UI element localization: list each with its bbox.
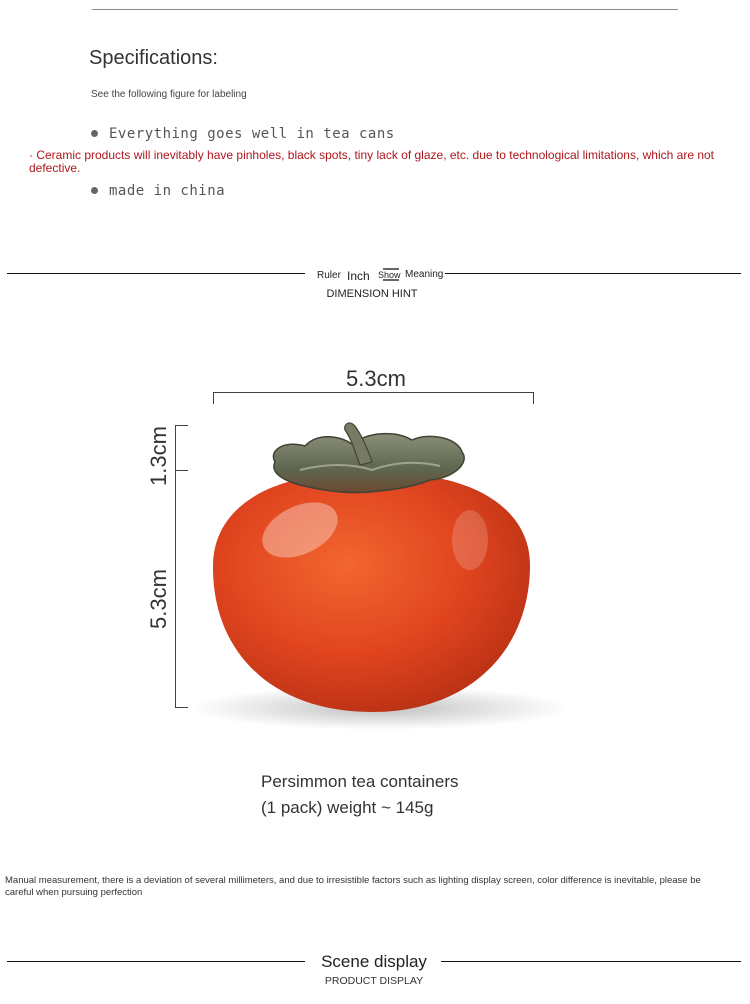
persimmon-body — [213, 474, 530, 712]
scene-display-title: Scene display — [321, 952, 427, 971]
bullet-dot-icon — [91, 187, 98, 194]
lid-height-dimension: 1.3cm — [146, 426, 171, 486]
dimension-divider-right — [445, 273, 741, 274]
product-name: Persimmon tea containers — [261, 772, 459, 791]
measurement-note: Manual measurement, there is a deviation of several millimeters, and due to irresistible factors such as lighting display screen, color difference is inevitable, please be careful when pursuing perfection — [5, 875, 701, 898]
spec-bullet-1 — [91, 126, 395, 142]
scene-display-subtitle: PRODUCT DISPLAY — [324, 975, 424, 987]
meaning-label: Meaning — [405, 269, 444, 280]
body-height-dimension: 5.3cm — [146, 569, 171, 629]
product-pack-weight: (1 pack) weight ~ 145g — [261, 798, 434, 817]
spec-bullet-1-text: Everything goes well in tea cans — [109, 126, 395, 142]
spec-bullet-2 — [91, 183, 225, 199]
lid-height-bracket — [175, 425, 188, 471]
ruler-label: Ruler — [317, 270, 341, 281]
width-bracket — [213, 392, 534, 404]
dimension-divider-left — [7, 273, 305, 274]
specifications-subtitle: See the following figure for labeling — [91, 89, 247, 100]
body-height-bracket — [175, 469, 188, 708]
inch-label: Inch — [347, 269, 370, 283]
ceramic-warning: · Ceramic products will inevitably have pinholes, black spots, tiny lack of glaze, etc. due to technological limitations, which are not defective. — [29, 148, 715, 175]
spec-bullet-2-text: made in china — [109, 183, 226, 199]
width-dimension: 5.3cm — [346, 366, 406, 391]
top-divider — [92, 9, 678, 10]
dimension-hint-title: DIMENSION HINT — [326, 288, 418, 300]
show-label: Show — [378, 270, 401, 280]
specifications-title: Specifications: — [89, 47, 218, 69]
bullet-dot-icon — [91, 130, 98, 137]
body-highlight-side — [452, 510, 488, 570]
